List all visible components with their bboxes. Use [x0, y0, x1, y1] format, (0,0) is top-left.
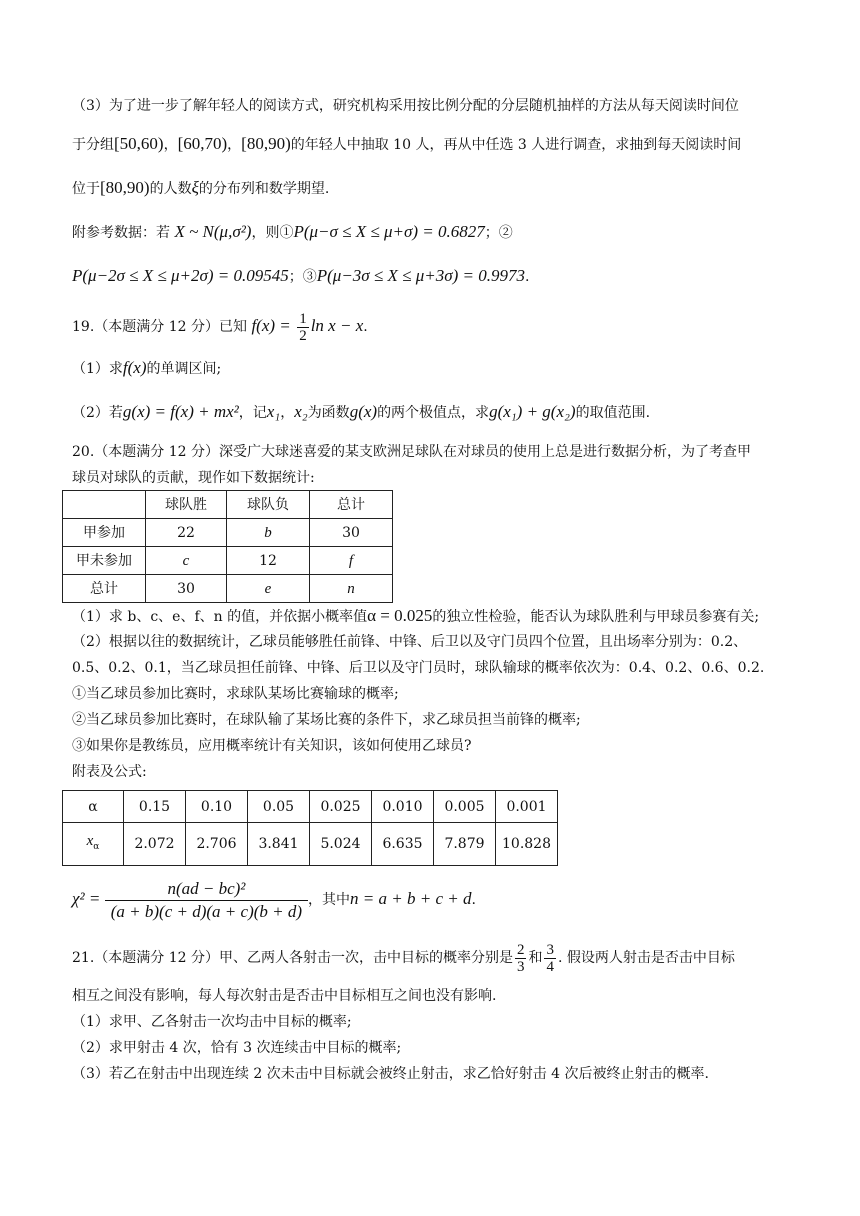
text: 附表及公式: — [72, 764, 147, 780]
text: 相互之间没有影响，每人每次射击是否击中目标相互之间也没有影响. — [72, 988, 497, 1004]
table-cell: 7.879 — [434, 823, 496, 866]
table-cell: 总计 — [63, 575, 146, 603]
text: （1）求 b、c、e、f、n 的值，并依据小概率值 — [72, 609, 368, 625]
alpha-header: α — [63, 791, 124, 823]
group-80-90: [80,90) — [241, 134, 291, 153]
text: . — [471, 892, 476, 908]
table-cell: 2.072 — [124, 823, 186, 866]
q20-part2-line2 — [72, 658, 764, 678]
chi-square-formula — [72, 872, 476, 927]
text: . — [525, 269, 530, 285]
text: 的人数 — [149, 181, 192, 197]
table-cell: 3.841 — [248, 823, 310, 866]
text: . — [363, 319, 368, 335]
x-symbol: x — [86, 833, 94, 850]
q19-stem — [72, 306, 368, 347]
alpha-value: α = 0.025 — [367, 606, 433, 625]
text: ①当乙球员参加比赛时，求球队某场比赛输球的概率; — [72, 686, 399, 702]
text: （2）若 — [72, 405, 123, 421]
text: 为函数 — [307, 405, 350, 421]
q19-heading: 19.（本题满分 12 分）已知 — [72, 319, 247, 335]
q20-sub2 — [72, 710, 581, 730]
q21-part2 — [72, 1038, 401, 1058]
chi-square-fraction — [105, 878, 308, 923]
prob-one-sigma: P(μ−σ ≤ X ≤ μ+σ) = 0.6827 — [293, 222, 485, 241]
table-cell: 球队负 — [227, 491, 310, 519]
reference-line1 — [72, 222, 513, 243]
text: 位于 — [72, 181, 100, 197]
numerator: 1 — [299, 310, 307, 327]
table-cell: e — [227, 575, 310, 603]
appendix-label — [72, 762, 147, 782]
table-cell: b — [227, 519, 310, 547]
text: ， — [280, 405, 295, 421]
function-f: f(x) = — [251, 316, 291, 335]
text: . 假设两人射击是否击中目标 — [557, 950, 735, 966]
x1: x₁ — [266, 402, 281, 421]
q21-line2 — [72, 986, 496, 1006]
table-cell: 6.635 — [372, 823, 434, 866]
group-80-90: [80,90) — [100, 178, 150, 197]
text: ②当乙球员参加比赛时，在球队输了某场比赛的条件下，求乙球员担当前锋的概率; — [72, 712, 581, 728]
table-row — [63, 491, 393, 519]
text: ，则① — [251, 225, 294, 241]
q21-part3 — [72, 1064, 709, 1084]
q18-part3-line2 — [72, 134, 741, 155]
text: 的取值范围. — [575, 405, 651, 421]
reference-line2 — [72, 266, 529, 287]
table-cell: 甲未参加 — [63, 547, 146, 575]
chi-square-symbol: χ² = — [72, 889, 101, 908]
table-cell: 0.005 — [434, 791, 496, 823]
q19-part1 — [72, 358, 221, 379]
table-cell: 22 — [146, 519, 227, 547]
contingency-table — [62, 490, 393, 603]
table-cell: 0.025 — [310, 791, 372, 823]
table-cell: 12 — [227, 547, 310, 575]
q21-line1 — [72, 938, 735, 978]
text: 球员对球队的贡献，现作如下数据统计: — [72, 470, 315, 486]
q18-part3-text: （3）为了进一步了解年轻人的阅读方式，研究机构采用按比例分配的分层随机抽样的方法从每天阅读时间位 — [72, 98, 739, 114]
q21-heading: 21.（本题满分 12 分）甲、乙两人各射击一次，击中目标的概率分别是 — [72, 950, 513, 966]
text: ， — [163, 137, 178, 153]
text: （1）求甲、乙各射击一次均击中目标的概率; — [72, 1014, 352, 1030]
table-cell: 0.05 — [248, 791, 310, 823]
q21-part1 — [72, 1012, 352, 1032]
q20-part2-line1 — [72, 632, 747, 652]
table-cell: 0.010 — [372, 791, 434, 823]
text: 的两个极值点，求 — [377, 405, 490, 421]
fraction-one-half — [297, 311, 309, 344]
n-formula: n = a + b + c + d — [350, 889, 472, 908]
text: 附参考数据：若 — [72, 225, 170, 241]
q20-heading: 20.（本题满分 12 分）深受广大球迷喜爱的某支欧洲足球队在对球员的使用上总是进行数据分析，为了考查甲 — [72, 444, 751, 460]
x2: x₂ — [294, 402, 308, 421]
table-cell: 球队胜 — [146, 491, 227, 519]
text: 的分布列和数学期望. — [198, 181, 330, 197]
text: 于分组 — [72, 137, 114, 153]
alpha-subscript: α — [93, 841, 100, 852]
table-cell: 5.024 — [310, 823, 372, 866]
function-f-rest: ln x − x — [310, 316, 364, 335]
q20-line2 — [72, 468, 315, 488]
text: （3）若乙在射击中出现连续 2 次未击中目标就会被终止射击，求乙恰好射击 4 次后被终止射击的概率. — [72, 1066, 709, 1082]
text: （2）根据以往的数据统计，乙球员能够胜任前锋、中锋、后卫以及守门员四个位置，且出场率分别为：0.2、 — [72, 634, 748, 650]
text: 和 — [528, 950, 543, 966]
q20-sub1 — [72, 684, 399, 704]
table-cell: 10.828 — [496, 823, 558, 866]
q18-part3-line1 — [72, 96, 739, 116]
q19-part2 — [72, 402, 650, 423]
denominator: 2 — [299, 327, 307, 344]
prob-three-sigma: P(μ−3σ ≤ X ≤ μ+3σ) = 0.9973 — [316, 266, 525, 285]
text: ；② — [484, 225, 513, 241]
table-cell: 0.15 — [124, 791, 186, 823]
text: ，其中 — [308, 892, 351, 908]
table-cell: 2.706 — [186, 823, 248, 866]
prob-two-sigma: P(μ−2σ ≤ X ≤ μ+2σ) = 0.09545 — [72, 266, 289, 285]
text: ③如果你是教练员，应用概率统计有关知识，该如何使用乙球员? — [72, 738, 472, 754]
table-cell: 0.10 — [186, 791, 248, 823]
xi-symbol: ξ — [191, 178, 199, 197]
text: ，记 — [238, 405, 267, 421]
table-cell: 30 — [310, 519, 393, 547]
table-cell: 0.001 — [496, 791, 558, 823]
table-row — [63, 791, 558, 823]
q18-part3-line3 — [72, 178, 329, 199]
q20-sub3 — [72, 736, 472, 756]
text: 0.5、0.2、0.1，当乙球员担任前锋、中锋、后卫以及守门员时，球队输球的概率依次为：0.4、0.2、0.6、0.2. — [72, 660, 765, 676]
table-cell: c — [146, 547, 227, 575]
group-50-60: [50,60) — [114, 134, 164, 153]
table-row — [63, 575, 393, 603]
numerator: 3 — [546, 941, 554, 958]
table-row — [63, 823, 558, 866]
text: 的单调区间; — [146, 361, 222, 377]
text: ；③ — [288, 269, 317, 285]
text: 的独立性检验，能否认为球队胜利与甲球员参赛有关; — [432, 609, 760, 625]
fraction-three-quarters — [544, 942, 556, 975]
numerator: 2 — [516, 941, 525, 958]
group-60-70: [60,70) — [177, 134, 228, 153]
numerator: n(ad − bc)² — [105, 878, 308, 901]
table-cell — [63, 491, 146, 519]
critical-value-table — [62, 790, 558, 866]
function-g: g(x) = f(x) + mx² — [122, 402, 239, 421]
text: （1）求 — [72, 361, 123, 377]
function-f: f(x) — [122, 358, 147, 377]
table-row — [63, 519, 393, 547]
x-alpha-header — [63, 823, 124, 866]
denominator: 4 — [546, 958, 554, 975]
q20-line1 — [72, 442, 751, 462]
table-cell: f — [310, 547, 393, 575]
normal-distribution: X ~ N(μ,σ²) — [174, 222, 252, 241]
table-row — [63, 547, 393, 575]
table-cell: 总计 — [310, 491, 393, 519]
text: 的年轻人中抽取 10 人，再从中任选 3 人进行调查，求抽到每天阅读时间 — [290, 137, 742, 153]
table-cell: 30 — [146, 575, 227, 603]
denominator: 3 — [516, 958, 525, 975]
q20-part1 — [72, 606, 759, 627]
text: ， — [227, 137, 242, 153]
function-g: g(x) — [349, 402, 378, 421]
table-cell: 甲参加 — [63, 519, 146, 547]
table-cell: n — [310, 575, 393, 603]
text: （2）求甲射击 4 次，恰有 3 次连续击中目标的概率; — [72, 1040, 402, 1056]
fraction-two-thirds — [515, 942, 527, 975]
g-sum: g(x₁) + g(x₂) — [489, 402, 576, 421]
denominator: (a + b)(c + d)(a + c)(b + d) — [110, 901, 303, 921]
